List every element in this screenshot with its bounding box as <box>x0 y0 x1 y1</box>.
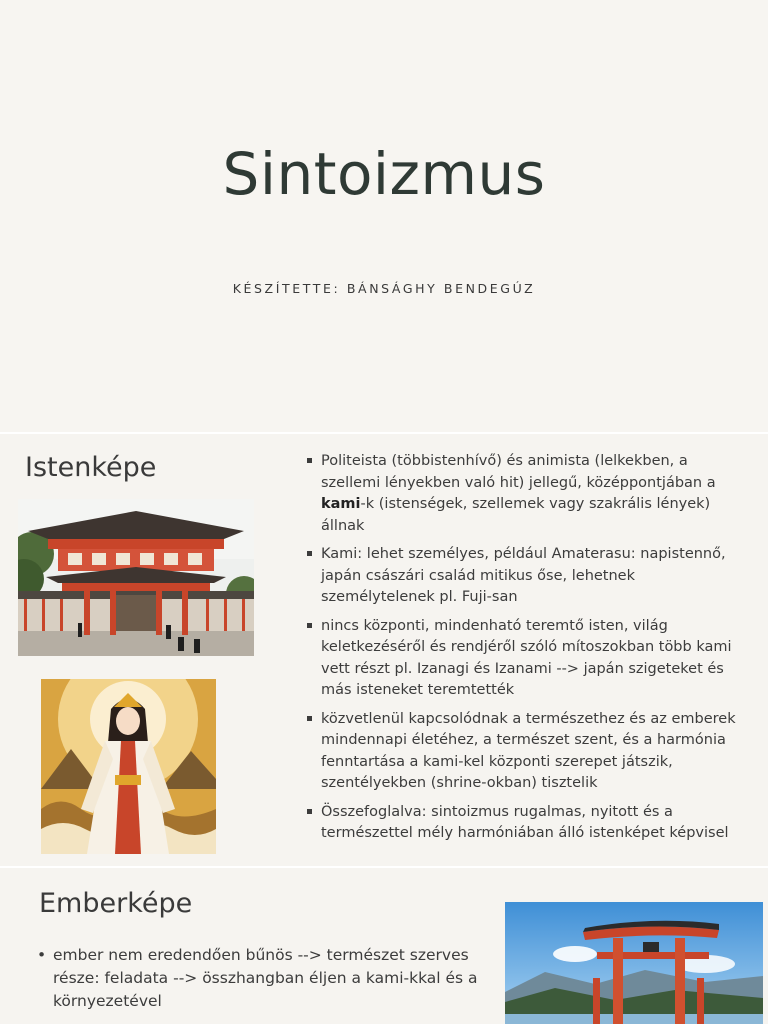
bullet-bold-term: kami <box>321 496 361 512</box>
bullet-text: nincs központi, mindenható teremtő isten, világ keletkezéséről és rendjéről szóló mítoszokban több kami vett részt pl. Izanagi és Izanami --> japán szigeteket és más isteneket teremtették <box>321 617 732 698</box>
list-item <box>304 451 746 537</box>
bullet-text: -k (istenségek, szellemek vagy szakrális lények) állnak <box>321 496 711 534</box>
istenkepe-slide <box>0 434 768 866</box>
list-item <box>304 709 746 795</box>
emberkepe-slide <box>0 868 768 1024</box>
shrine-photo <box>18 499 254 656</box>
istenkepe-bullet-list <box>304 451 746 852</box>
list-item: • ember nem eredendően bűnös --> természet szerves része: feladata --> összhangban éljen a kami-kkal és a környezetével <box>37 944 497 1013</box>
presentation-title: Sintoizmus <box>222 140 546 208</box>
slide-heading: Istenképe <box>25 452 157 483</box>
amaterasu-illustration <box>41 679 216 854</box>
emberkepe-bullet-list <box>37 944 497 1020</box>
bullet-text: Kami: lehet személyes, például Amaterasu: napistennő, japán császári család mitikus őse, lehetnek személytelenek pl. Fuji-san <box>321 546 726 605</box>
list-item <box>304 544 746 609</box>
list-item <box>304 616 746 702</box>
list-item <box>304 802 746 845</box>
bullet-text: közvetlenül kapcsolódnak a természethez és az emberek mindennapi életéhez, a természet szent, és a harmónia fenntartása a kami-kel központi szerepet játszik, szentélyekben (shrine-okban) tisztelik <box>321 710 736 791</box>
author-subtitle: KÉSZÍTETTE: BÁNSÁGHY BENDEGÚZ <box>232 281 536 296</box>
slide-heading: Emberképe <box>39 888 193 919</box>
bullet-text: Politeista (többistenhívő) és animista (lelkekben, a szellemi lényekben való hit) jellegű, középpontjában a <box>321 453 716 491</box>
title-slide <box>0 0 768 432</box>
torii-gate-photo <box>505 902 763 1024</box>
bullet-text: Összefoglalva: sintoizmus rugalmas, nyitott és a természettel mély harmóniában álló istenképet képvisel <box>321 803 729 841</box>
